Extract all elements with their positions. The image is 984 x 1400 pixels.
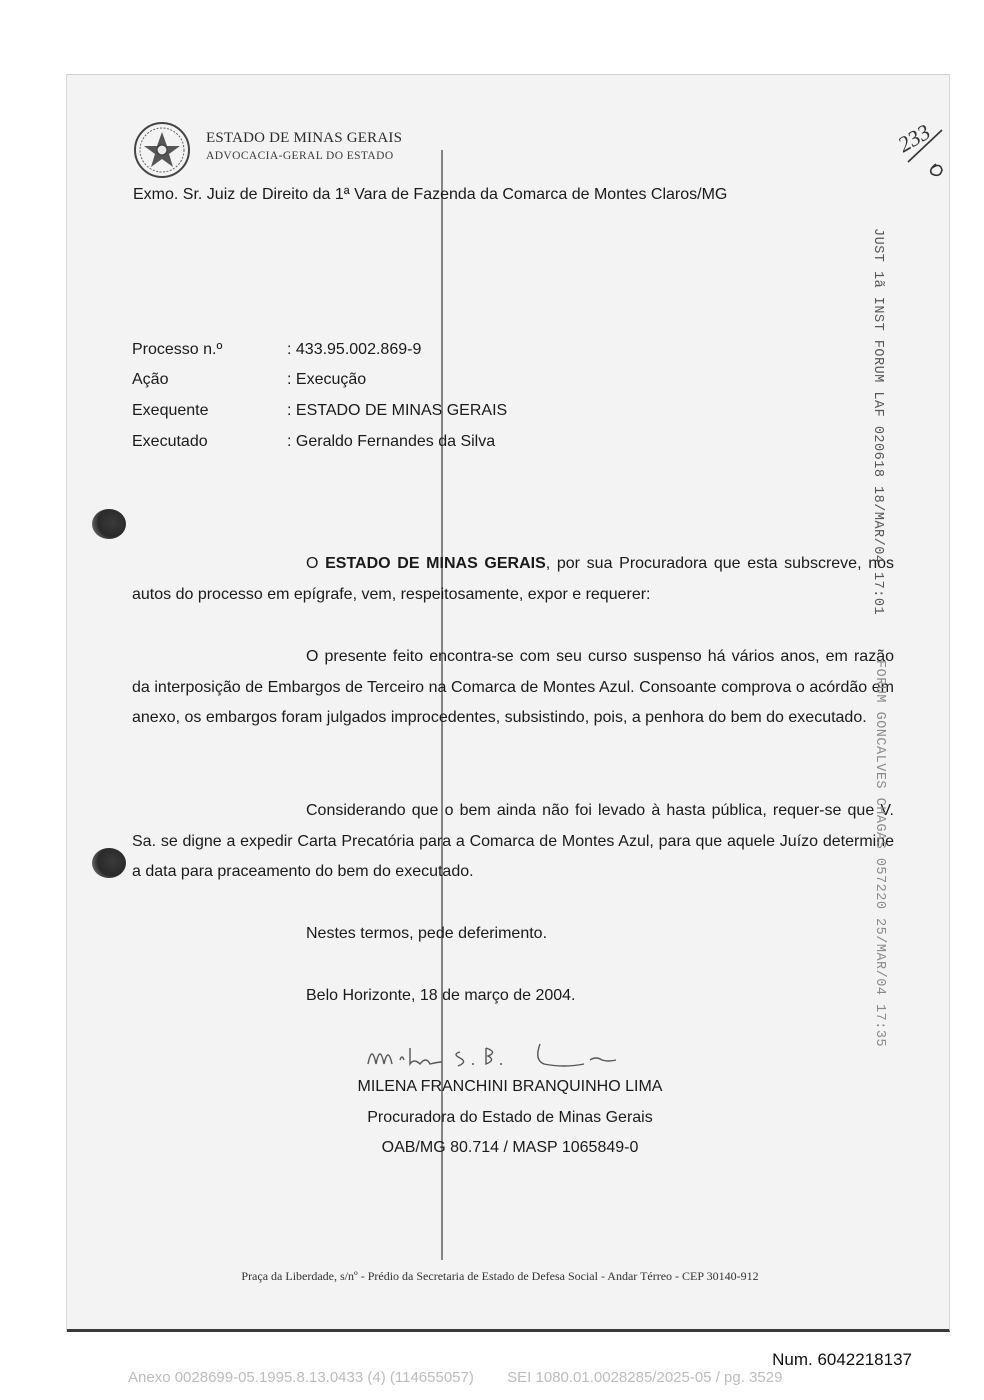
page-edge bbox=[66, 74, 67, 1332]
closing-text: Nestes termos, pede deferimento. bbox=[306, 925, 548, 942]
org-subtitle: ADVOCACIA-GERAL DO ESTADO bbox=[206, 150, 394, 162]
case-value: : 433.95.002.869-9 bbox=[287, 341, 422, 358]
paragraph-opening bbox=[132, 549, 894, 610]
receipt-stamp: JUST 1ã INST FORUM LAF 020618 18/MAR/04 17:01 bbox=[870, 228, 885, 616]
case-row-process bbox=[132, 341, 422, 359]
case-row-action bbox=[132, 371, 367, 389]
case-value: : Execução bbox=[287, 371, 367, 388]
opening-rest: , por sua Procuradora que esta subscreve, nos autos do processo em epígrafe, vem, respeitosamente, expor e requerer: bbox=[132, 555, 894, 603]
case-value: : ESTADO DE MINAS GERAIS bbox=[287, 402, 508, 419]
request-text: Considerando que o bem ainda não foi levado à hasta pública, requer-se que V. Sa. se digne a expedir Carta Precatória para a Comarca de Montes Azul, para que aquele Juízo determine a data para praceamento do bem do executado. bbox=[132, 802, 894, 880]
signer-name: MILENA FRANCHINI BRANQUINHO LIMA bbox=[357, 1078, 663, 1095]
place-date: Belo Horizonte, 18 de março de 2004. bbox=[306, 987, 576, 1004]
org-name: ESTADO DE MINAS GERAIS bbox=[206, 130, 403, 146]
case-row-defendant bbox=[132, 433, 496, 451]
signer-title: Procuradora do Estado de Minas Gerais bbox=[367, 1109, 653, 1126]
handwritten-signature bbox=[360, 1030, 660, 1078]
coat-of-arms-icon bbox=[132, 120, 192, 180]
punch-hole bbox=[92, 848, 126, 878]
case-row-plaintiff bbox=[132, 402, 508, 420]
paragraph-facts bbox=[132, 642, 894, 734]
folio-number: 233 bbox=[893, 118, 935, 158]
case-label: Processo n.º bbox=[132, 341, 223, 358]
case-label: Exequente bbox=[132, 402, 209, 419]
document-number: Num. 6042218137 bbox=[772, 1350, 912, 1369]
case-label: Ação bbox=[132, 371, 169, 388]
paragraph-request bbox=[132, 796, 894, 888]
faded-receipt-stamp: FORUM GONCALVES CHAGAS 057220 25/MAR/04 17:35 bbox=[872, 660, 887, 1048]
punch-hole bbox=[92, 509, 126, 539]
facts-text: O presente feito encontra-se com seu curso suspenso há vários anos, em razão da interposição de Embargos de Terceiro na Comarca de Montes Azul. Consoante comprova o acórdão em anexo, os embargos foram julgados improcedentes, subsistindo, pois, a penhora do bem do executado. bbox=[132, 648, 894, 726]
case-label: Executado bbox=[132, 433, 208, 450]
case-value: : Geraldo Fernandes da Silva bbox=[287, 433, 496, 450]
opening-prefix: O bbox=[306, 555, 326, 572]
addressee-line: Exmo. Sr. Juiz de Direito da 1ª Vara de Fazenda da Comarca de Montes Claros/MG bbox=[133, 186, 728, 203]
footer-address: Praça da Liberdade, s/nº - Prédio da Secretaria de Estado de Defesa Social - Andar Térreo - CEP 30140-912 bbox=[241, 1269, 759, 1283]
signer-registration: OAB/MG 80.714 / MASP 1065849-0 bbox=[381, 1139, 639, 1156]
sei-reference: Anexo 0028699-05.1995.8.13.0433 (4) (114655057) SEI 1080.01.0028285/2025-05 / pg. 3529 bbox=[128, 1369, 783, 1386]
folio-handwritten-mark bbox=[893, 112, 958, 192]
opening-bold: ESTADO DE MINAS GERAIS bbox=[325, 555, 546, 572]
